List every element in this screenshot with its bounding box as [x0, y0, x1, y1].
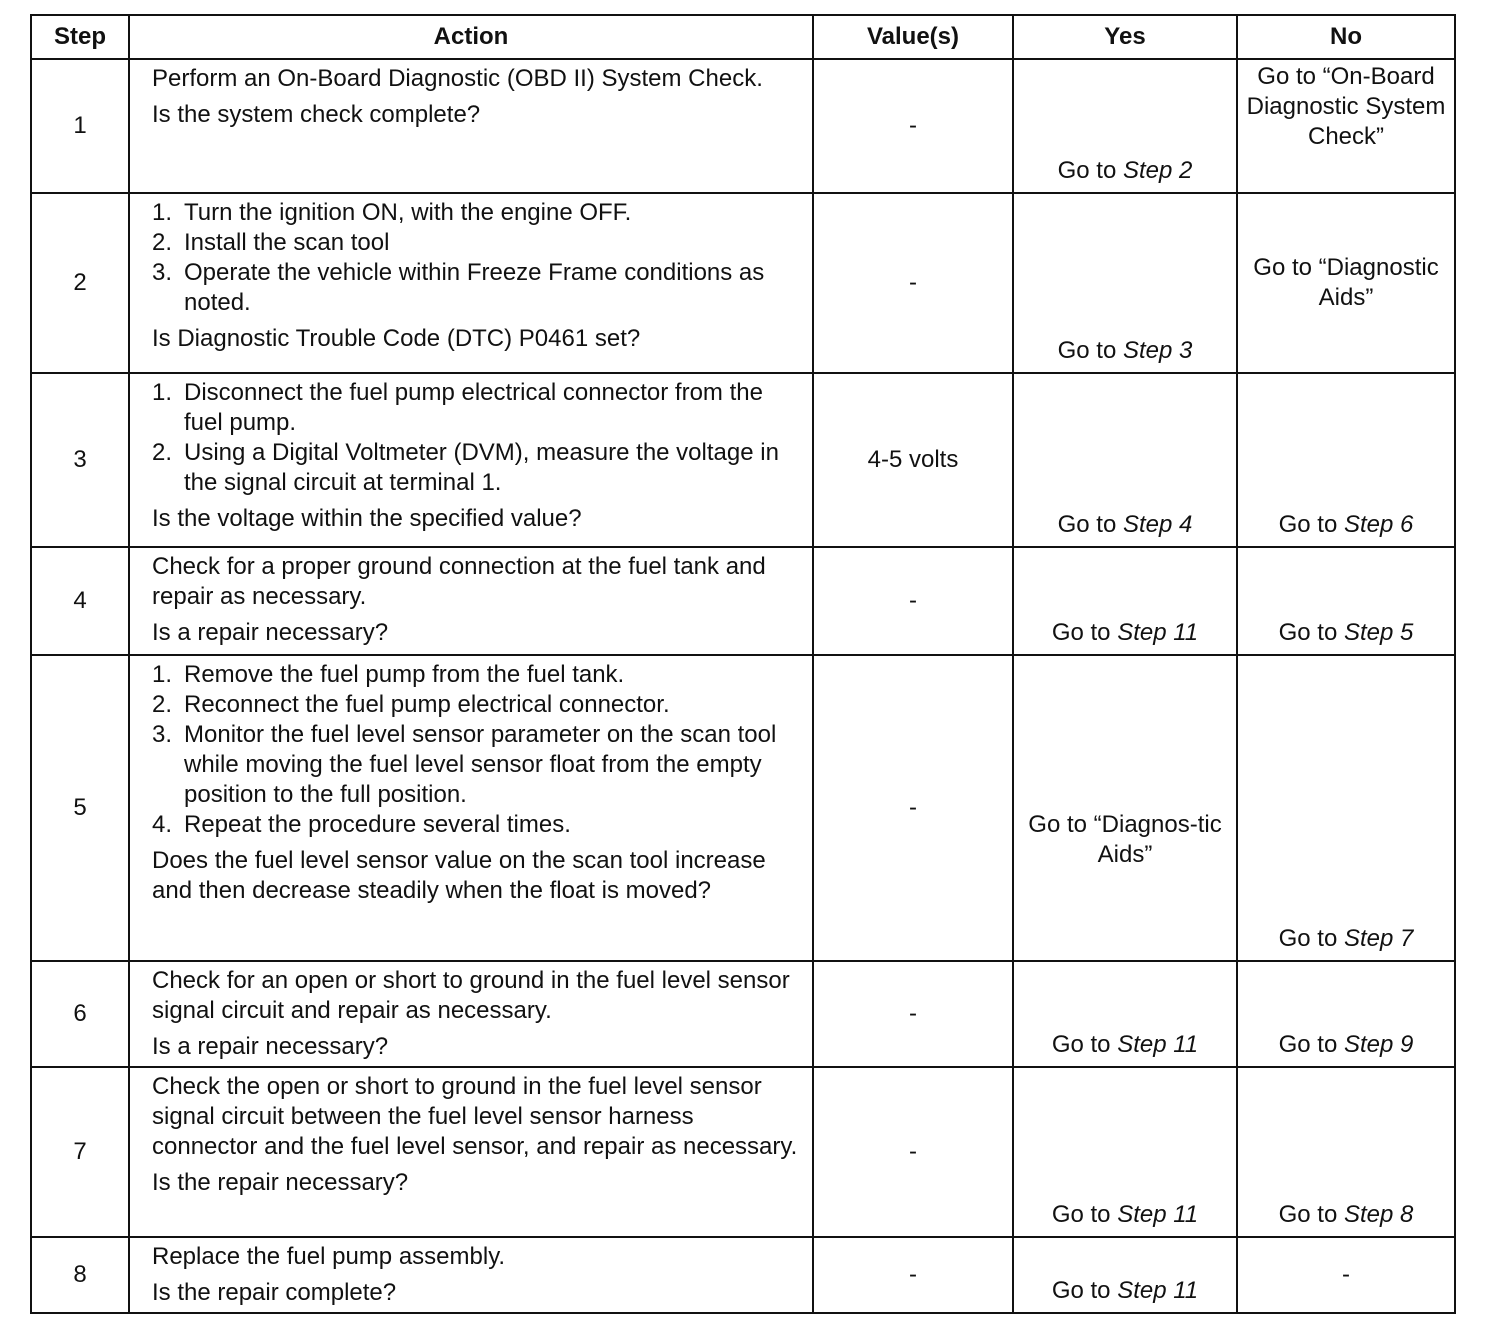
step-cell: 7: [31, 1067, 129, 1237]
table-body: [31, 59, 1455, 1313]
action-list-item: [152, 720, 802, 810]
yes-step-ref: Step 11: [1117, 1031, 1199, 1058]
action-cell: [129, 59, 813, 193]
item-number: 1.: [152, 379, 173, 406]
action-text: Check for a proper ground connection at the fuel tank and repair as necessary.: [152, 553, 766, 610]
no-cell: [1237, 655, 1455, 961]
step-cell: 1: [31, 59, 129, 193]
yes-step-ref: Step 2: [1122, 157, 1193, 184]
no-cell: [1237, 373, 1455, 547]
no-prefix: Go to: [1278, 619, 1344, 646]
table-row: [31, 1237, 1455, 1313]
item-number: 3.: [152, 721, 173, 748]
action-cell: [129, 373, 813, 547]
yes-prefix: Go to: [1057, 337, 1123, 364]
action-text: Check for an open or short to ground in the fuel level sensor signal circuit and repair as necessary.: [152, 967, 790, 1024]
action-cell: [129, 193, 813, 373]
no-cell: [1237, 59, 1455, 193]
action-list-item: [152, 228, 802, 258]
value-cell: -: [813, 655, 1013, 961]
action-list-item: [152, 378, 802, 438]
item-text: Disconnect the fuel pump electrical connector from the fuel pump.: [184, 379, 763, 436]
item-text: Monitor the fuel level sensor parameter on the scan tool while moving the fuel level sensor float from the empty position to the full position.: [184, 721, 777, 808]
yes-cell: [1013, 59, 1237, 193]
no-cell: [1237, 1067, 1455, 1237]
yes-cell: [1013, 373, 1237, 547]
action-question: Is the system check complete?: [152, 101, 481, 128]
yes-prefix: Go to: [1051, 1031, 1118, 1058]
item-number: 2.: [152, 691, 173, 718]
header-yes: Yes: [1013, 15, 1237, 59]
header-row: [31, 15, 1455, 59]
item-number: 1.: [152, 661, 173, 688]
action-cell: [129, 1237, 813, 1313]
item-number: 2.: [152, 439, 173, 466]
yes-cell: [1013, 655, 1237, 961]
action-question: Does the fuel level sensor value on the scan tool increase and then decrease steadily when the float is moved?: [152, 847, 766, 904]
yes-cell: [1013, 1067, 1237, 1237]
step-cell: 8: [31, 1237, 129, 1313]
item-text: Using a Digital Voltmeter (DVM), measure the voltage in the signal circuit at terminal 1.: [184, 439, 779, 496]
item-text: Install the scan tool: [184, 229, 390, 256]
table-row: [31, 655, 1455, 961]
value-cell: -: [813, 59, 1013, 193]
item-text: Turn the ignition ON, with the engine OFF.: [184, 199, 632, 226]
no-prefix: Go to: [1278, 1201, 1344, 1228]
yes-prefix: Go to: [1057, 157, 1123, 184]
no-cell: [1237, 1237, 1455, 1313]
yes-cell: [1013, 961, 1237, 1067]
step-cell: 3: [31, 373, 129, 547]
value-cell: -: [813, 193, 1013, 373]
diagnostic-table-page: [30, 14, 1454, 1312]
value-cell: 4-5 volts: [813, 373, 1013, 547]
yes-prefix: Go to: [1051, 1201, 1118, 1228]
no-prefix: Go to: [1278, 925, 1344, 952]
no-text: Go to “On-Board Diagnostic System Check”: [1246, 63, 1446, 150]
yes-prefix: Go to: [1057, 511, 1123, 538]
action-cell: [129, 655, 813, 961]
action-list-item: [152, 810, 802, 840]
no-step-ref: Step 8: [1343, 1201, 1414, 1228]
item-text: Remove the fuel pump from the fuel tank.: [184, 661, 625, 688]
yes-prefix: Go to: [1051, 1277, 1118, 1304]
action-question: Is a repair necessary?: [152, 619, 389, 646]
yes-step-ref: Step 11: [1117, 619, 1199, 646]
action-question: Is the voltage within the specified value?: [152, 505, 582, 532]
action-question: Is the repair complete?: [152, 1279, 397, 1306]
no-step-ref: Step 7: [1343, 925, 1414, 952]
action-cell: [129, 961, 813, 1067]
no-text: -: [1342, 1261, 1350, 1288]
value-cell: -: [813, 1067, 1013, 1237]
action-question: Is Diagnostic Trouble Code (DTC) P0461 set?: [152, 325, 641, 352]
table-row: [31, 547, 1455, 655]
no-step-ref: Step 6: [1343, 511, 1414, 538]
step-cell: 5: [31, 655, 129, 961]
action-list-item: [152, 198, 802, 228]
header-action: Action: [129, 15, 813, 59]
value-cell: -: [813, 961, 1013, 1067]
no-cell: [1237, 193, 1455, 373]
diagnostic-table: [30, 14, 1456, 1314]
action-cell: [129, 1067, 813, 1237]
no-step-ref: Step 9: [1343, 1031, 1414, 1058]
step-cell: 4: [31, 547, 129, 655]
yes-step-ref: Step 3: [1122, 337, 1193, 364]
action-list-item: [152, 690, 802, 720]
value-cell: -: [813, 547, 1013, 655]
yes-step-ref: Step 4: [1122, 511, 1193, 538]
item-number: 4.: [152, 811, 173, 838]
yes-cell: [1013, 1237, 1237, 1313]
action-question: Is a repair necessary?: [152, 1033, 389, 1060]
no-cell: [1237, 961, 1455, 1067]
no-text: Go to “Diagnostic Aids”: [1253, 254, 1439, 311]
yes-cell: [1013, 193, 1237, 373]
header-no: No: [1237, 15, 1455, 59]
action-list-item: [152, 258, 802, 318]
value-cell: -: [813, 1237, 1013, 1313]
item-number: 1.: [152, 199, 173, 226]
no-prefix: Go to: [1278, 1031, 1344, 1058]
item-number: 3.: [152, 259, 173, 286]
yes-step-ref: Step 11: [1117, 1277, 1199, 1304]
no-step-ref: Step 5: [1343, 619, 1414, 646]
item-text: Repeat the procedure several times.: [184, 811, 571, 838]
action-text: Replace the fuel pump assembly.: [152, 1243, 506, 1270]
header-values: Value(s): [813, 15, 1013, 59]
table-row: [31, 373, 1455, 547]
action-text: Perform an On-Board Diagnostic (OBD II) System Check.: [152, 65, 763, 92]
table-row: [31, 59, 1455, 193]
step-cell: 2: [31, 193, 129, 373]
item-text: Reconnect the fuel pump electrical connector.: [184, 691, 670, 718]
yes-text: Go to “Diagnos-tic Aids”: [1028, 811, 1222, 868]
action-question: Is the repair necessary?: [152, 1169, 409, 1196]
item-number: 2.: [152, 229, 173, 256]
no-prefix: Go to: [1278, 511, 1344, 538]
yes-cell: [1013, 547, 1237, 655]
action-list-item: [152, 438, 802, 498]
yes-prefix: Go to: [1051, 619, 1118, 646]
step-cell: 6: [31, 961, 129, 1067]
table-row: [31, 961, 1455, 1067]
table-row: [31, 1067, 1455, 1237]
action-cell: [129, 547, 813, 655]
header-step: Step: [31, 15, 129, 59]
action-list-item: [152, 660, 802, 690]
yes-step-ref: Step 11: [1117, 1201, 1199, 1228]
table-row: [31, 193, 1455, 373]
action-text: Check the open or short to ground in the fuel level sensor signal circuit between the fuel level sensor harness connector and the fuel level sensor, and repair as necessary.: [152, 1073, 798, 1160]
no-cell: [1237, 547, 1455, 655]
item-text: Operate the vehicle within Freeze Frame conditions as noted.: [184, 259, 765, 316]
